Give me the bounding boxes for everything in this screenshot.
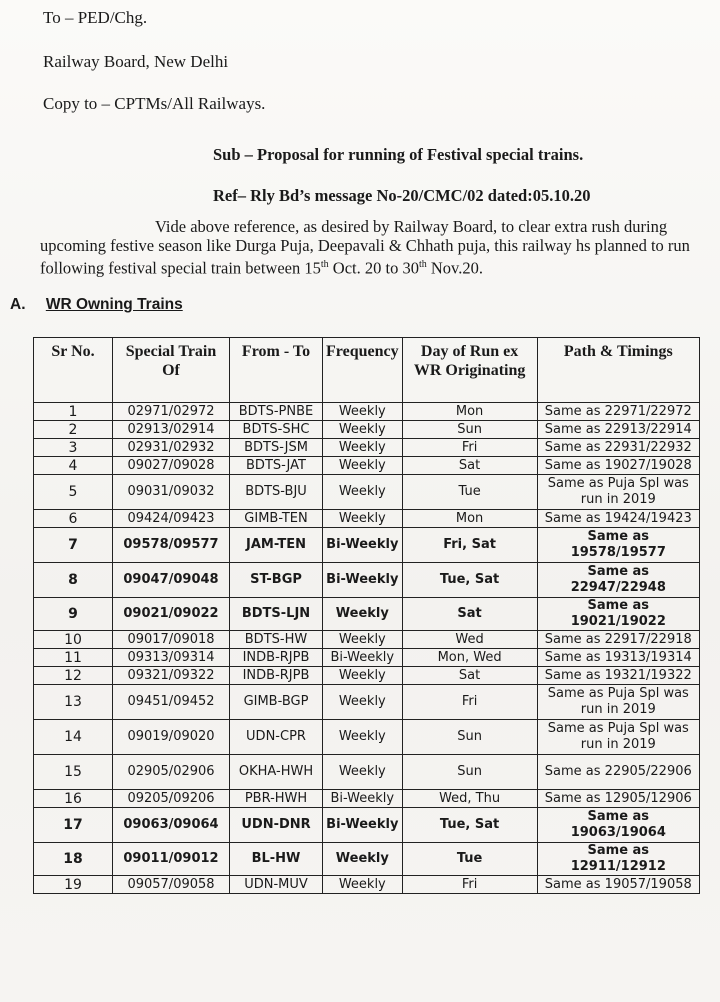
path-cell: Same as 19021/19022 — [537, 598, 699, 631]
sr-no-cell: 3 — [34, 439, 113, 457]
path-cell: Same as 19313/19314 — [537, 649, 699, 667]
table-row — [34, 685, 700, 720]
train-no-cell: 02931/02932 — [113, 439, 230, 457]
frequency-cell: Weekly — [323, 685, 403, 720]
frequency-cell: Weekly — [323, 720, 403, 755]
sr-no-cell: 18 — [34, 843, 113, 876]
frequency-cell: Weekly — [323, 843, 403, 876]
path-cell: Same as 19057/19058 — [537, 876, 699, 894]
body-first-line: Vide above reference, as desired by Railway Board, to clear extra rush during — [155, 217, 668, 236]
sr-no-cell: 9 — [34, 598, 113, 631]
day-cell: Fri — [402, 876, 537, 894]
table-row — [34, 876, 700, 894]
table-row — [34, 510, 700, 528]
table-row — [34, 528, 700, 563]
frequency-cell: Weekly — [323, 510, 403, 528]
col-special-train: Special Train Of — [113, 338, 230, 403]
frequency-cell: Weekly — [323, 421, 403, 439]
frequency-cell: Weekly — [323, 598, 403, 631]
train-no-cell: 09205/09206 — [113, 790, 230, 808]
frequency-cell: Bi-Weekly — [323, 528, 403, 563]
table-row — [34, 421, 700, 439]
table-row — [34, 631, 700, 649]
route-cell: GIMB-TEN — [230, 510, 323, 528]
col-path-timings: Path & Timings — [537, 338, 699, 403]
route-cell: BDTS-PNBE — [230, 403, 323, 421]
route-cell: BL-HW — [230, 843, 323, 876]
body-paragraph — [40, 217, 700, 278]
day-cell: Mon — [402, 510, 537, 528]
frequency-cell: Bi-Weekly — [323, 790, 403, 808]
sr-no-cell: 12 — [34, 667, 113, 685]
route-cell: BDTS-JAT — [230, 457, 323, 475]
route-cell: BDTS-HW — [230, 631, 323, 649]
sr-no-cell: 17 — [34, 808, 113, 843]
day-cell: Tue — [402, 843, 537, 876]
day-cell: Fri — [402, 439, 537, 457]
frequency-cell: Weekly — [323, 475, 403, 510]
frequency-cell: Weekly — [323, 876, 403, 894]
train-no-cell: 09063/09064 — [113, 808, 230, 843]
body-rest: upcoming festive season like Durga Puja, Deepavali & Chhath puja, this railway hs planned to run following festival special train between 15th Oct. 20 to 30th Nov.20. — [40, 236, 690, 278]
path-cell: Same as 12905/12906 — [537, 790, 699, 808]
reference-line: Ref– Rly Bd’s message No-20/CMC/02 dated:05.10.20 — [213, 186, 591, 205]
frequency-cell: Weekly — [323, 755, 403, 790]
table-row — [34, 598, 700, 631]
train-no-cell: 09424/09423 — [113, 510, 230, 528]
day-cell: Mon, Wed — [402, 649, 537, 667]
table-row — [34, 457, 700, 475]
path-cell: Same as 22913/22914 — [537, 421, 699, 439]
day-cell: Sun — [402, 755, 537, 790]
sr-no-cell: 4 — [34, 457, 113, 475]
path-cell: Same as 22917/22918 — [537, 631, 699, 649]
sr-no-cell: 16 — [34, 790, 113, 808]
day-cell: Sat — [402, 598, 537, 631]
to-line: To – PED/Chg. — [43, 8, 148, 27]
trains-table — [33, 337, 700, 894]
col-from-to: From - To — [230, 338, 323, 403]
sr-no-cell: 1 — [34, 403, 113, 421]
day-cell: Mon — [402, 403, 537, 421]
path-cell: Same as 19578/19577 — [537, 528, 699, 563]
frequency-cell: Weekly — [323, 667, 403, 685]
route-cell: BDTS-JSM — [230, 439, 323, 457]
route-cell: UDN-DNR — [230, 808, 323, 843]
path-cell: Same as 19063/19064 — [537, 808, 699, 843]
addressee-line: Railway Board, New Delhi — [43, 52, 229, 71]
table-header-row — [34, 338, 700, 403]
train-no-cell: 09017/09018 — [113, 631, 230, 649]
train-no-cell: 02913/02914 — [113, 421, 230, 439]
path-cell: Same as 19424/19423 — [537, 510, 699, 528]
subject-line: Sub – Proposal for running of Festival special trains. — [213, 145, 584, 164]
path-cell: Same as 19027/19028 — [537, 457, 699, 475]
frequency-cell: Weekly — [323, 439, 403, 457]
frequency-cell: Weekly — [323, 457, 403, 475]
table-row — [34, 720, 700, 755]
route-cell: JAM-TEN — [230, 528, 323, 563]
sr-no-cell: 19 — [34, 876, 113, 894]
copy-to-line: Copy to – CPTMs/All Railways. — [43, 94, 266, 113]
table-row — [34, 790, 700, 808]
day-cell: Tue — [402, 475, 537, 510]
table-row — [34, 755, 700, 790]
route-cell: UDN-MUV — [230, 876, 323, 894]
train-no-cell: 09047/09048 — [113, 563, 230, 598]
sr-no-cell: 10 — [34, 631, 113, 649]
sr-no-cell: 8 — [34, 563, 113, 598]
section-title: WR Owning Trains — [45, 296, 183, 313]
table-row — [34, 563, 700, 598]
route-cell: ST-BGP — [230, 563, 323, 598]
frequency-cell: Bi-Weekly — [323, 649, 403, 667]
col-frequency: Frequency — [323, 338, 403, 403]
day-cell: Tue, Sat — [402, 563, 537, 598]
sr-no-cell: 11 — [34, 649, 113, 667]
route-cell: BDTS-SHC — [230, 421, 323, 439]
route-cell: GIMB-BGP — [230, 685, 323, 720]
path-cell: Same as 22931/22932 — [537, 439, 699, 457]
day-cell: Sat — [402, 667, 537, 685]
table-row — [34, 475, 700, 510]
sr-no-cell: 5 — [34, 475, 113, 510]
day-cell: Tue, Sat — [402, 808, 537, 843]
path-cell: Same as Puja Spl was run in 2019 — [537, 685, 699, 720]
train-no-cell: 09057/09058 — [113, 876, 230, 894]
train-no-cell: 02971/02972 — [113, 403, 230, 421]
table-row — [34, 649, 700, 667]
day-cell: Sun — [402, 720, 537, 755]
train-no-cell: 09021/09022 — [113, 598, 230, 631]
train-no-cell: 09031/09032 — [113, 475, 230, 510]
sr-no-cell: 13 — [34, 685, 113, 720]
train-no-cell: 09019/09020 — [113, 720, 230, 755]
section-heading — [10, 296, 183, 314]
route-cell: BDTS-LJN — [230, 598, 323, 631]
route-cell: INDB-RJPB — [230, 649, 323, 667]
table-row — [34, 439, 700, 457]
day-cell: Wed, Thu — [402, 790, 537, 808]
sr-no-cell: 15 — [34, 755, 113, 790]
path-cell: Same as 22947/22948 — [537, 563, 699, 598]
train-no-cell: 09011/09012 — [113, 843, 230, 876]
section-marker: A. — [10, 296, 26, 313]
train-no-cell: 09321/09322 — [113, 667, 230, 685]
path-cell: Same as 22971/22972 — [537, 403, 699, 421]
route-cell: OKHA-HWH — [230, 755, 323, 790]
path-cell: Same as 12911/12912 — [537, 843, 699, 876]
route-cell: INDB-RJPB — [230, 667, 323, 685]
path-cell: Same as 22905/22906 — [537, 755, 699, 790]
frequency-cell: Weekly — [323, 631, 403, 649]
day-cell: Sun — [402, 421, 537, 439]
frequency-cell: Weekly — [323, 403, 403, 421]
path-cell: Same as Puja Spl was run in 2019 — [537, 475, 699, 510]
route-cell: PBR-HWH — [230, 790, 323, 808]
train-no-cell: 09451/09452 — [113, 685, 230, 720]
path-cell: Same as Puja Spl was run in 2019 — [537, 720, 699, 755]
train-no-cell: 02905/02906 — [113, 755, 230, 790]
table-row — [34, 403, 700, 421]
table-row — [34, 843, 700, 876]
sr-no-cell: 7 — [34, 528, 113, 563]
table-row — [34, 667, 700, 685]
sr-no-cell: 14 — [34, 720, 113, 755]
train-no-cell: 09313/09314 — [113, 649, 230, 667]
table-row — [34, 808, 700, 843]
sr-no-cell: 2 — [34, 421, 113, 439]
col-day-of-run: Day of Run ex WR Originating — [402, 338, 537, 403]
day-cell: Fri, Sat — [402, 528, 537, 563]
sr-no-cell: 6 — [34, 510, 113, 528]
day-cell: Fri — [402, 685, 537, 720]
frequency-cell: Bi-Weekly — [323, 808, 403, 843]
train-no-cell: 09027/09028 — [113, 457, 230, 475]
day-cell: Wed — [402, 631, 537, 649]
frequency-cell: Bi-Weekly — [323, 563, 403, 598]
path-cell: Same as 19321/19322 — [537, 667, 699, 685]
train-no-cell: 09578/09577 — [113, 528, 230, 563]
day-cell: Sat — [402, 457, 537, 475]
route-cell: BDTS-BJU — [230, 475, 323, 510]
route-cell: UDN-CPR — [230, 720, 323, 755]
col-sr-no: Sr No. — [34, 338, 113, 403]
